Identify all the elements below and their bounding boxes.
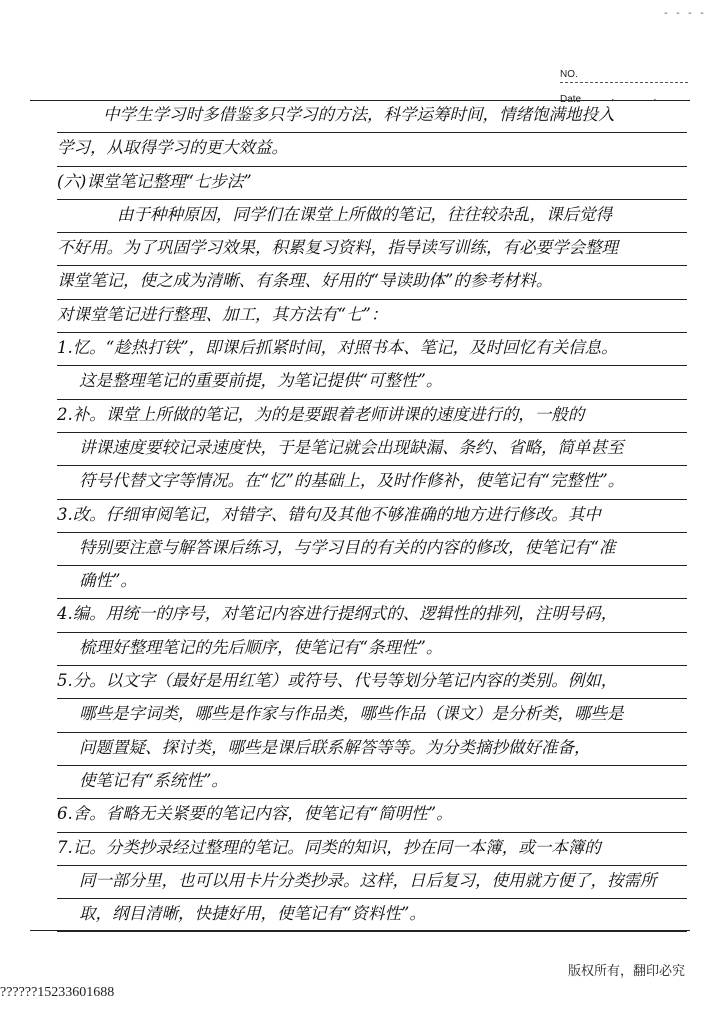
step-3-line: 3.改。仔细审阅笔记，对错字、错句及其他不够准确的地方进行修改。其中 <box>57 500 687 533</box>
note-line: 使笔记有“系统性”。 <box>57 766 687 799</box>
note-line: 特别要注意与解答课后练习，与学习目的有关的内容的修改，使笔记有“准 <box>57 533 687 566</box>
step-6-line: 6.舍。省略无关紧要的笔记内容，使笔记有“简明性”。 <box>57 799 687 832</box>
note-line: 哪些是字词类，哪些是作家与作品类，哪些作品（课文）是分析类，哪些是 <box>57 699 687 732</box>
number-field <box>560 58 688 83</box>
step-2-line: 2.补。课堂上所做的笔记，为的是要跟着老师讲课的速度进行的，一般的 <box>57 400 687 433</box>
step-7-line: 7.记。分类抄录经过整理的笔记。同类的知识，抄在同一本簿，或一本簿的 <box>57 833 687 866</box>
note-line: 不好用。为了巩固学习效果，积累复习资料，指导读写训练，有必要学会整理 <box>57 233 687 266</box>
note-line: 同一部分里，也可以用卡片分类抄录。这样，日后复习，使用就方便了，按需所 <box>57 866 687 899</box>
note-line: 问题置疑、探讨类，哪些是课后联系解答等等。为分类摘抄做好准备， <box>57 733 687 766</box>
note-line: 学习，从取得学习的更大效益。 <box>57 133 687 166</box>
step-5-line: 5.分。以文字（最好是用红笔）或符号、代号等划分笔记内容的类别。例如， <box>57 666 687 699</box>
date-label: Date <box>560 94 582 105</box>
note-line: 梳理好整理笔记的先后顺序，使笔记有“条理性”。 <box>57 633 687 666</box>
note-line: 讲课速度要较记录速度快，于是笔记就会出现缺漏、条约、省略，简单甚至 <box>57 433 687 466</box>
note-line: 由于种种原因，同学们在课堂上所做的笔记，往往较杂乱，课后觉得 <box>57 200 687 233</box>
section-heading: (六)课堂笔记整理“七步法” <box>57 167 687 200</box>
copyright-notice: 版权所有，翻印必究 <box>567 964 685 979</box>
number-label: NO. <box>560 69 578 80</box>
note-line: 课堂笔记，使之成为清晰、有条理、好用的“导读助体”的参考材料。 <box>57 266 687 299</box>
handwritten-notes <box>57 100 687 932</box>
note-line: 这是整理笔记的重要前提，为笔记提供“可整性”。 <box>57 366 687 399</box>
bottom-rule <box>30 930 690 931</box>
date-dots: · · <box>611 94 675 105</box>
corner-mark: - - - - <box>662 8 705 19</box>
document-id: ??????15233601688 <box>0 985 115 1000</box>
note-line: 符号代替文字等情况。在“忆”的基础上，及时作修补，使笔记有“完整性”。 <box>57 466 687 499</box>
step-4-line: 4.编。用统一的序号，对笔记内容进行提纲式的、逻辑性的排列，注明号码， <box>57 599 687 632</box>
note-line: 中学生学习时多借鉴多只学习的方法，科学运筹时间，情绪饱满地投入 <box>57 100 687 133</box>
note-line: 确性”。 <box>57 566 687 599</box>
note-line: 对课堂笔记进行整理、加工，其方法有“七”： <box>57 300 687 333</box>
step-1-line: 1.忆。“趁热打铁”，即课后抓紧时间，对照书本、笔记，及时回忆有关信息。 <box>57 333 687 366</box>
note-line: 取，纲目清晰，快捷好用，使笔记有“资料性”。 <box>57 899 687 932</box>
